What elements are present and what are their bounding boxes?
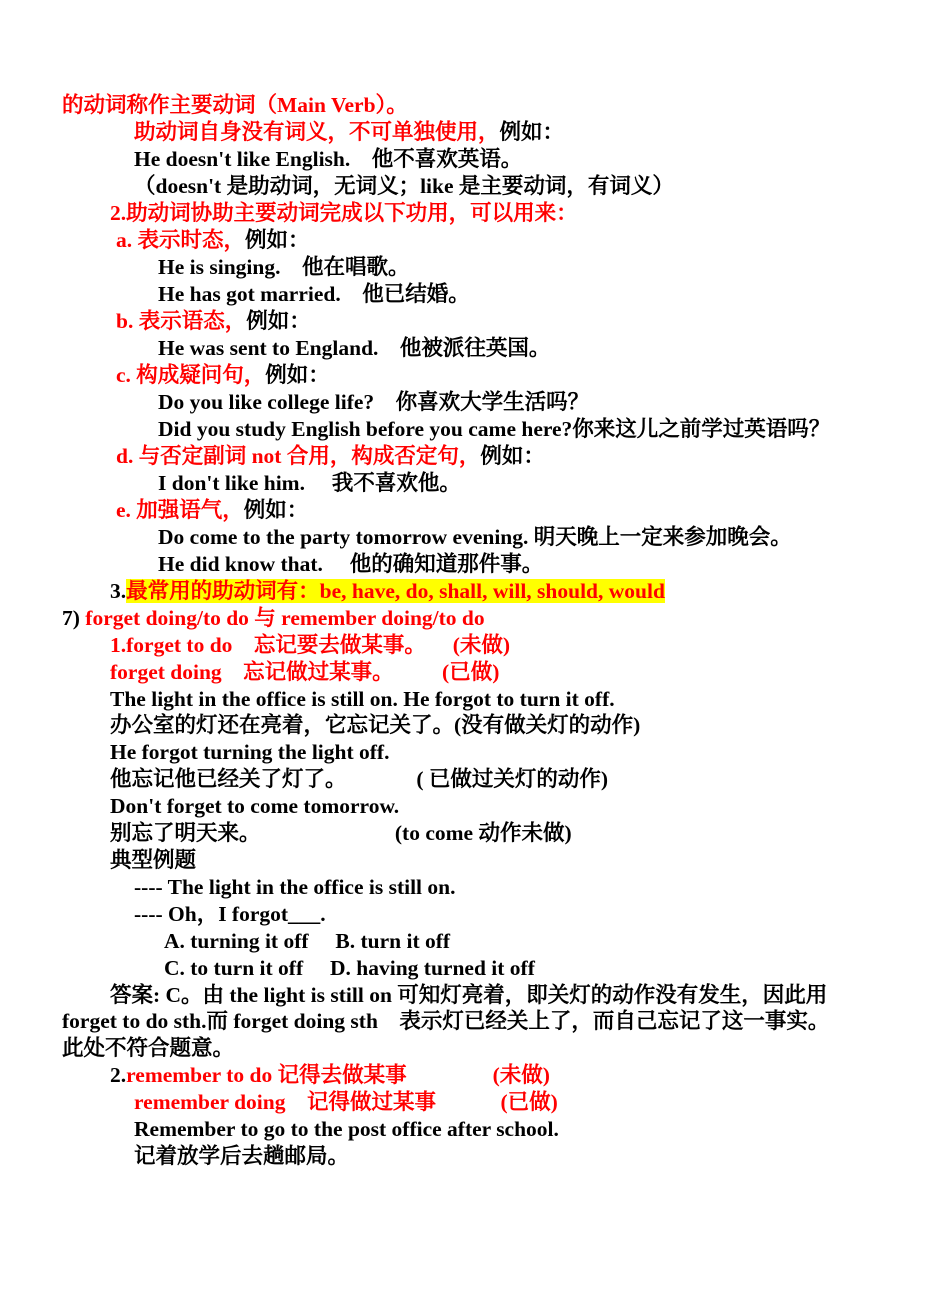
text-segment: 答案: C。由 the light is still on 可知灯亮着，即关灯的动作没有发生，因此用: [110, 983, 828, 1007]
text-segment: 例如：: [265, 363, 330, 387]
text-line: [134, 1116, 559, 1143]
text-segment: I don't like him. 我不喜欢他。: [158, 471, 461, 495]
text-segment: b. 表示语态，: [116, 309, 247, 333]
text-line: [158, 335, 550, 362]
text-line: [116, 497, 308, 524]
text-segment: He did know that. 他的确知道那件事。: [158, 552, 544, 576]
text-line: [110, 1062, 550, 1089]
text-segment: He has got married. 他已结婚。: [158, 282, 470, 306]
text-line: [158, 281, 470, 308]
text-line: [62, 605, 485, 632]
text-segment: He forgot turning the light off.: [110, 740, 390, 764]
text-line: [62, 1035, 234, 1062]
text-segment: 例如：: [243, 498, 309, 522]
text-segment: Did you study English before you came here?你来这儿之前学过英语吗？: [158, 417, 831, 441]
text-segment: Remember to go to the post office after school.: [134, 1117, 559, 1141]
text-segment: 别忘了明天来。 (to come 动作未做): [110, 821, 572, 845]
text-segment: 3.: [110, 579, 127, 603]
text-line: [110, 632, 510, 659]
text-line: [158, 389, 589, 416]
text-line: [134, 1089, 558, 1116]
text-segment: A. turning it off B. turn it off: [164, 929, 451, 953]
text-segment: 1.forget to do 忘记要去做某事。 (未做): [110, 633, 511, 657]
text-segment: He doesn't like English. 他不喜欢英语。: [134, 147, 523, 171]
text-segment: forget to do sth.而 forget doing sth 表示灯已经关上了，而自己忘记了这一事实。: [62, 1009, 830, 1033]
text-line: [134, 1143, 349, 1170]
text-line: [158, 524, 792, 551]
text-segment: forget doing 忘记做过某事。 (已做): [110, 660, 500, 684]
text-segment: The light in the office is still on. He forgot to turn it off.: [110, 687, 615, 711]
text-line: [110, 659, 499, 686]
text-line: [134, 146, 522, 173]
text-segment: 的动词称作主要动词（Main Verb）。: [62, 93, 408, 117]
text-segment: c. 构成疑问句，: [116, 363, 266, 387]
text-segment: 2.助动词协助主要动词完成以下功用，可以用来：: [110, 201, 578, 225]
text-segment: e. 加强语气，: [116, 498, 244, 522]
text-segment: 此处不符合题意。: [62, 1036, 235, 1060]
text-line: [134, 173, 674, 200]
text-line: [110, 766, 608, 793]
text-segment: Don't forget to come tomorrow.: [110, 794, 400, 818]
text-line: [134, 119, 564, 146]
text-line: [116, 308, 311, 335]
text-segment: ---- The light in the office is still on.: [134, 875, 456, 899]
text-segment: remember doing 记得做过某事 (已做): [134, 1090, 558, 1114]
text-segment: Do come to the party tomorrow evening. 明天晚上一定来参加晚会。: [158, 525, 792, 549]
text-line: [62, 1008, 829, 1035]
text-segment: 2.: [110, 1063, 127, 1087]
text-segment: 记着放学后去趟邮局。: [134, 1144, 350, 1168]
text-line: [62, 92, 408, 119]
text-segment: Do you like college life? 你喜欢大学生活吗？: [158, 390, 590, 414]
text-segment: 他忘记他已经关了灯了。 ( 已做过关灯的动作): [110, 767, 609, 791]
text-line: [110, 686, 615, 713]
text-segment: （doesn't 是助动词，无词义；like 是主要动词，有词义）: [134, 174, 674, 198]
text-line: [164, 955, 535, 982]
text-line: [134, 901, 326, 928]
text-line: [134, 874, 456, 901]
text-line: [116, 362, 330, 389]
text-line: [116, 443, 545, 470]
text-segment: 例如：: [499, 120, 565, 144]
text-segment: 7): [62, 606, 86, 630]
text-line: [158, 470, 461, 497]
text-segment: 办公室的灯还在亮着，它忘记关了。(没有做关灯的动作): [110, 713, 641, 737]
text-line: [164, 928, 450, 955]
text-line: [158, 254, 409, 281]
text-line: [158, 551, 543, 578]
text-segment: He is singing. 他在唱歌。: [158, 255, 410, 279]
text-line: [110, 982, 827, 1009]
text-line: [110, 739, 389, 766]
text-line: [110, 847, 196, 874]
text-segment: 典型例题: [110, 848, 197, 872]
text-line: [110, 820, 572, 847]
text-segment: remember to do 记得去做某事 (未做): [126, 1063, 550, 1087]
text-segment: forget doing/to do 与 remember doing/to do: [85, 606, 485, 630]
text-segment: 例如：: [245, 228, 310, 252]
text-segment: d. 与否定副词 not 合用，构成否定句，: [116, 444, 481, 468]
text-line: [110, 200, 578, 227]
text-segment: He was sent to England. 他被派往英国。: [158, 336, 551, 360]
text-segment: 例如：: [246, 309, 311, 333]
text-segment: 例如：: [480, 444, 545, 468]
text-line: [158, 416, 830, 443]
text-segment: 最常用的助动词有：be, have, do, shall, will, should, would: [126, 579, 665, 603]
text-line: [110, 793, 399, 820]
text-segment: a. 表示时态，: [116, 228, 246, 252]
text-segment: 助动词自身没有词义，不可单独使用，: [134, 120, 500, 144]
text-segment: ---- Oh，I forgot___.: [134, 902, 326, 926]
text-line: [110, 578, 665, 605]
text-segment: C. to turn it off D. having turned it off: [164, 956, 535, 980]
text-line: [110, 712, 640, 739]
text-line: [116, 227, 310, 254]
